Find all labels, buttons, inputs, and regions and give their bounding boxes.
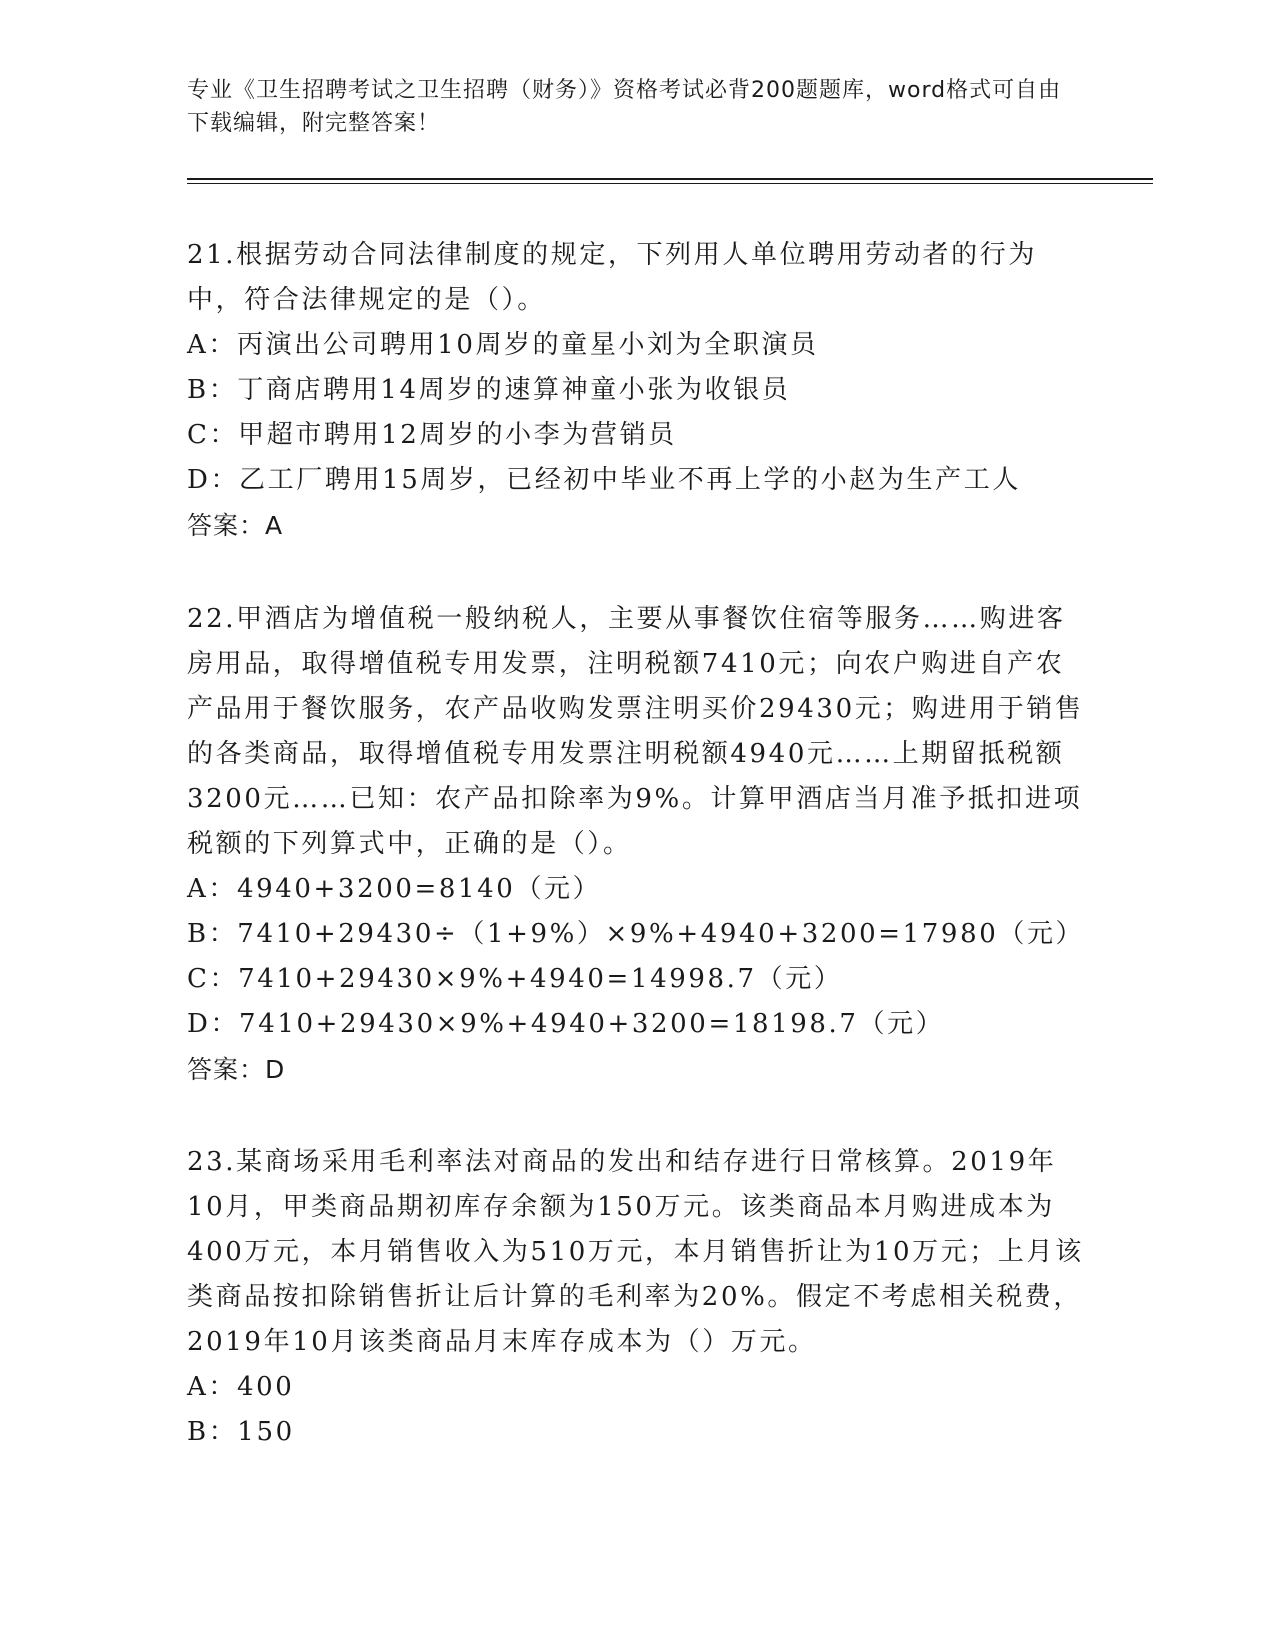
answer-label: 答案：A — [187, 511, 284, 540]
question-stem: 21.根据劳动合同法律制度的规定，下列用人单位聘用劳动者的行为中，符合法律规定的是（）。 — [187, 240, 1037, 315]
question-stem: 23.某商场采用毛利率法对商品的发出和结存进行日常核算。2019年10月，甲类商品期初库存余额为150万元。该类商品本月购进成本为400万元，本月销售收入为510万元，本月销售折让为10万元；上月该类商品按扣除销售折让后计算的毛利率为20%。假定不考虑相关税费，2019年10月该类商品月末库存成本为（）万元。 — [187, 1147, 1084, 1357]
option-c: C：7410+29430×9%+4940=14998.7（元） — [187, 964, 843, 994]
option-a: A：400 — [187, 1372, 295, 1402]
option-b: B：150 — [187, 1417, 295, 1447]
question-23 — [187, 1140, 1087, 1455]
option-d: D：乙工厂聘用15周岁，已经初中毕业不再上学的小赵为生产工人 — [187, 465, 1021, 495]
option-a: A：丙演出公司聘用10周岁的童星小刘为全职演员 — [187, 330, 819, 360]
option-b: B：丁商店聘用14周岁的速算神童小张为收银员 — [187, 375, 791, 405]
option-a: A：4940+3200=8140（元） — [187, 874, 602, 904]
option-b: B：7410+29430÷（1+9%）×9%+4940+3200=17980（元） — [187, 919, 1085, 949]
answer-label: 答案：D — [187, 1055, 286, 1084]
option-d: D：7410+29430×9%+4940+3200=18198.7（元） — [187, 1009, 945, 1039]
document-header: 专业《卫生招聘考试之卫生招聘（财务）》资格考试必背200题题库，word格式可自由下载编辑，附完整答案！ — [187, 78, 1062, 136]
question-21 — [187, 233, 1087, 548]
question-stem: 22.甲酒店为增值税一般纳税人，主要从事餐饮住宿等服务……购进客房用品，取得增值税专用发票，注明税额7410元；向农户购进自产农产品用于餐饮服务，农产品收购发票注明买价29430元；购进用于销售的各类商品，取得增值税专用发票注明税额4940元……上期留抵税额3200元……已知：农产品扣除率为9%。计算甲酒店当月准予抵扣进项税额的下列算式中，正确的是（）。 — [187, 604, 1084, 859]
question-22 — [187, 597, 1087, 1092]
option-c: C：甲超市聘用12周岁的小李为营销员 — [187, 420, 677, 450]
header-divider — [187, 178, 1153, 180]
